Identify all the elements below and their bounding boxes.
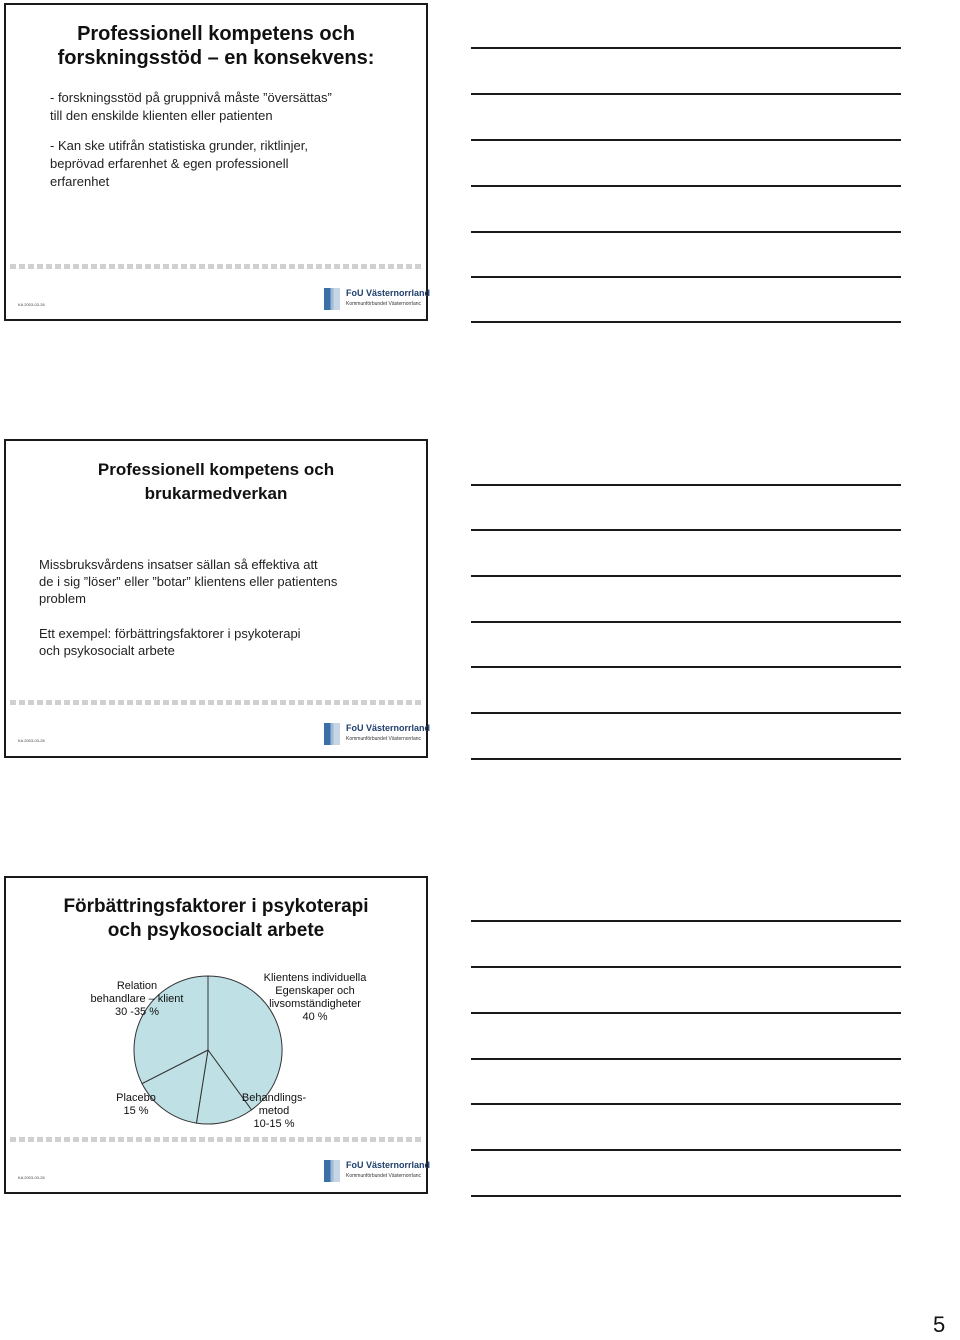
slide-date: KA 2003-03-26 (18, 738, 45, 743)
note-line (471, 484, 901, 486)
slide-2-title (6, 458, 426, 506)
note-line (471, 966, 901, 968)
text-line: problem (39, 591, 86, 606)
text-line: beprövad erfarenhet & egen professionell (50, 156, 289, 171)
note-line (471, 666, 901, 668)
note-line (471, 47, 901, 49)
footer-stripe (10, 264, 422, 269)
fou-logo (324, 1160, 431, 1182)
title-line: brukarmedverkan (144, 484, 288, 503)
note-line (471, 1195, 901, 1197)
note-line (471, 529, 901, 531)
label-line: Klientens individuella (263, 972, 367, 984)
note-line (471, 231, 901, 233)
pie-label-behandlingsmetod (234, 1092, 314, 1131)
note-line (471, 321, 901, 323)
text-line: till den enskilde klienten eller patienten (50, 108, 273, 123)
note-line (471, 185, 901, 187)
pie-chart (6, 878, 426, 1192)
footer-stripe (10, 1137, 422, 1142)
label-line: Behandlings- (241, 1092, 307, 1104)
text-line: erfarenhet (50, 174, 110, 189)
note-line (471, 276, 901, 278)
note-line (471, 575, 901, 577)
note-line (471, 1103, 901, 1105)
pie-label-klientens (250, 972, 380, 1024)
footer-stripe (10, 700, 422, 705)
label-line: behandlare – klient (90, 993, 184, 1005)
title-line: Professionell kompetens och (77, 23, 355, 45)
fou-logo (324, 723, 431, 745)
note-line (471, 758, 901, 760)
logo-name: FoU Västernorrland (346, 1160, 431, 1170)
logo-subtitle: Kommunförbundet Västernorrlanc (346, 736, 422, 742)
slide-date: KA 2003-03-26 (18, 1175, 45, 1180)
note-line (471, 1149, 901, 1151)
paragraph-2 (39, 625, 337, 659)
pie-label-placebo (96, 1092, 176, 1118)
logo-name: FoU Västernorrland (346, 288, 431, 298)
note-line (471, 1058, 901, 1060)
text-line: Missbruksvårdens insatser sällan så effektiva att (39, 557, 318, 572)
logo-subtitle: Kommunförbundet Västernorrlanc (346, 1173, 422, 1179)
label-line: Placebo (116, 1092, 156, 1104)
logo-mark-icon (324, 1160, 340, 1182)
label-line: livsomständigheter (269, 998, 361, 1010)
label-line: metod (258, 1105, 290, 1117)
label-line: 15 % (123, 1105, 149, 1117)
label-line: 10-15 % (253, 1118, 295, 1130)
paragraph-1 (39, 556, 337, 607)
title-line: Professionell kompetens och (97, 460, 335, 479)
text-line: - Kan ske utifrån statistiska grunder, riktlinjer, (50, 138, 308, 153)
slide-2 (4, 439, 431, 758)
note-line (471, 621, 901, 623)
label-line: 40 % (302, 1011, 328, 1023)
logo-mark-icon (324, 723, 340, 745)
bullet-2 (50, 137, 332, 191)
note-line (471, 712, 901, 714)
text-line: och psykosocialt arbete (39, 643, 175, 658)
label-line: Egenskaper och (275, 985, 355, 997)
text-line: - forskningsstöd på gruppnivå måste ”översättas” (50, 90, 332, 105)
page-number: 5 (933, 1312, 946, 1337)
note-line (471, 93, 901, 95)
logo-name: FoU Västernorrland (346, 723, 431, 733)
pie-label-relation (72, 980, 202, 1019)
text-line: Ett exempel: förbättringsfaktorer i psykoterapi (39, 626, 301, 641)
slide-date: KA 2003-03-26 (18, 302, 45, 307)
note-line (471, 139, 901, 141)
slide-1-body (50, 89, 332, 191)
note-line (471, 1012, 901, 1014)
label-line: 30 -35 % (114, 1006, 160, 1018)
label-line: Relation (116, 980, 158, 992)
note-line (471, 920, 901, 922)
slide-2-body (39, 556, 337, 659)
slide-1 (4, 3, 431, 321)
bullet-1 (50, 89, 332, 125)
title-line: och psykosocialt arbete (107, 920, 325, 941)
slide-1-title (6, 22, 426, 70)
title-line: Förbättringsfaktorer i psykoterapi (63, 896, 369, 917)
logo-mark-icon (324, 288, 340, 310)
text-line: de i sig ”löser” eller ”botar” klientens eller patientens (39, 574, 338, 589)
logo-subtitle: Kommunförbundet Västernorrlanc (346, 301, 422, 307)
title-line: forskningsstöd – en konsekvens: (57, 47, 375, 69)
slide-3 (4, 876, 431, 1194)
fou-logo (324, 288, 431, 310)
